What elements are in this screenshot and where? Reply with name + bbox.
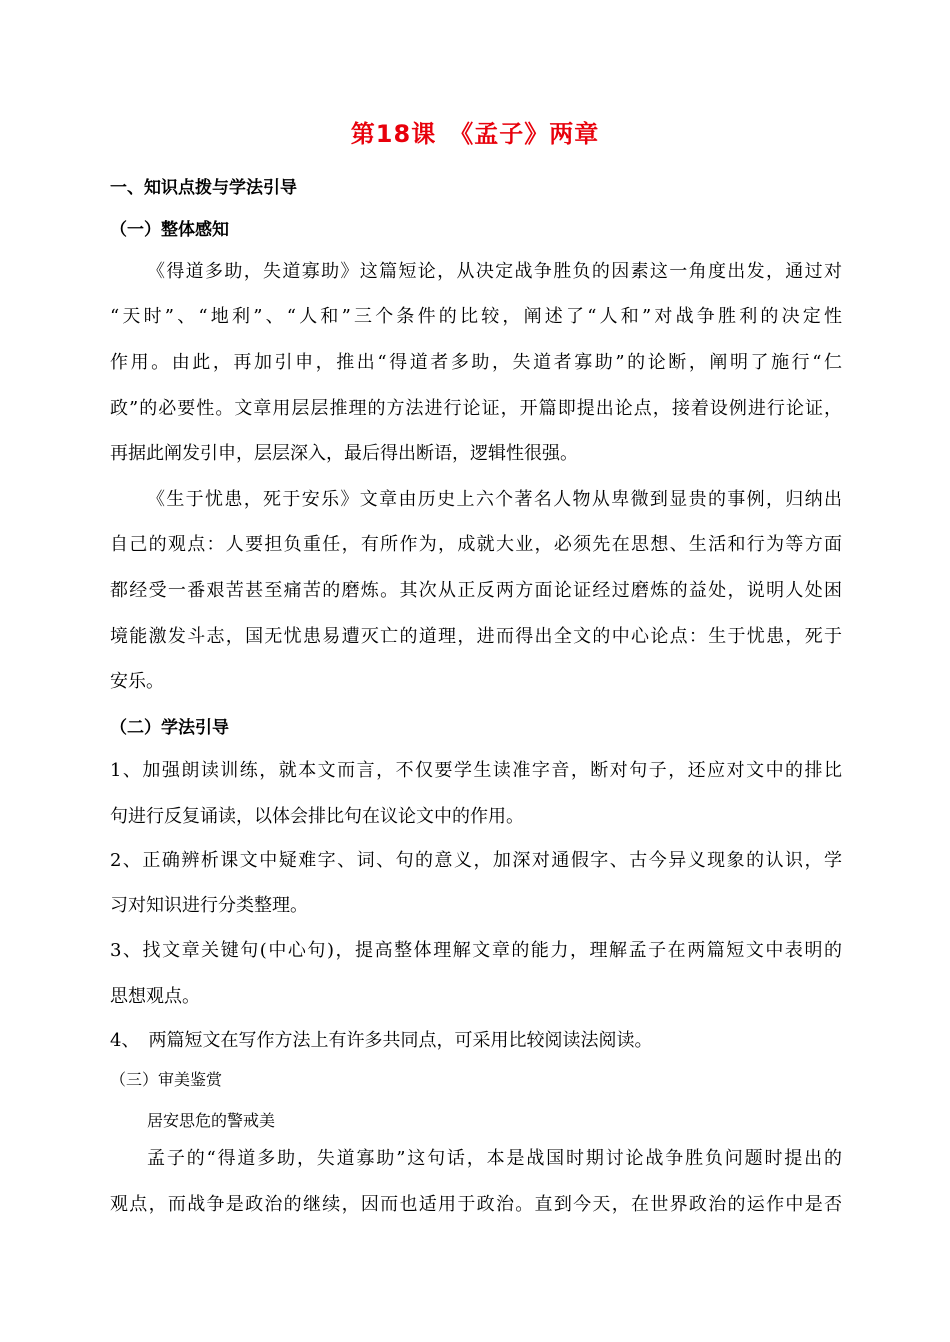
paragraph-line: 境能激发斗志，国无忧患易遭灭亡的道理，进而得出全文的中心论点：生于忧患，死于 xyxy=(110,626,842,647)
paragraph-line: 政”的必要性。文章用层层推理的方法进行论证，开篇即提出论点，接着设例进行论证， xyxy=(110,398,842,419)
paragraph-line: 自己的观点：人要担负重任，有所作为，成就大业，必须先在思想、生活和行为等方面 xyxy=(110,534,842,555)
list-item-line: 4、 两篇短文在写作方法上有许多共同点，可采用比较阅读法阅读。 xyxy=(110,1030,653,1051)
subsection-subtitle: 居安思危的警戒美 xyxy=(147,1111,276,1130)
paragraph-line: 《得道多助，失道寡助》这篇短论，从决定战争胜负的因素这一角度出发，通过对 xyxy=(147,261,842,282)
subsection-heading-method: （二）学法引导 xyxy=(110,718,229,738)
list-item-line: 习对知识进行分类整理。 xyxy=(110,895,308,916)
paragraph-line: 作用。由此，再加引申，推出“得道者多助，失道者寡助”的论断，阐明了施行“仁 xyxy=(110,352,842,373)
paragraph-line: 都经受一番艰苦甚至痛苦的磨炼。其次从正反两方面论证经过磨炼的益处，说明人处困 xyxy=(110,580,842,601)
paragraph-line: “天时”、“地利”、“人和”三个条件的比较，阐述了“人和”对战争胜利的决定性 xyxy=(110,306,842,327)
list-item-line: 2、正确辨析课文中疑难字、词、句的意义，加深对通假字、古今异义现象的认识，学 xyxy=(110,850,842,871)
section-heading: 一、知识点拨与学法引导 xyxy=(110,178,297,198)
paragraph-line: 安乐。 xyxy=(110,671,164,692)
list-item-line: 3、找文章关键句(中心句)，提高整体理解文章的能力，理解孟子在两篇短文中表明的 xyxy=(110,940,842,961)
subsection-heading-overview: （一）整体感知 xyxy=(110,220,229,240)
paragraph-line: 孟子的“得道多助，失道寡助”这句话，本是战国时期讨论战争胜负问题时提出的 xyxy=(147,1148,842,1169)
list-item-line: 1、加强朗读训练，就本文而言，不仅要学生读准字音，断对句子，还应对文中的排比 xyxy=(110,760,842,781)
subsection-heading-aesthetics: （三）审美鉴赏 xyxy=(110,1070,223,1089)
paragraph-line: 观点，而战争是政治的继续，因而也适用于政治。直到今天，在世界政治的运作中是否 xyxy=(110,1194,842,1215)
page-title: 第18课 《孟子》两章 xyxy=(350,120,600,148)
list-item-line: 思想观点。 xyxy=(110,986,200,1007)
list-item-line: 句进行反复诵读，以体会排比句在议论文中的作用。 xyxy=(110,806,524,827)
paragraph-line: 《生于忧患，死于安乐》文章由历史上六个著名人物从卑微到显贵的事例，归纳出 xyxy=(147,489,842,510)
paragraph-line: 再据此阐发引申，层层深入，最后得出断语，逻辑性很强。 xyxy=(110,443,578,464)
